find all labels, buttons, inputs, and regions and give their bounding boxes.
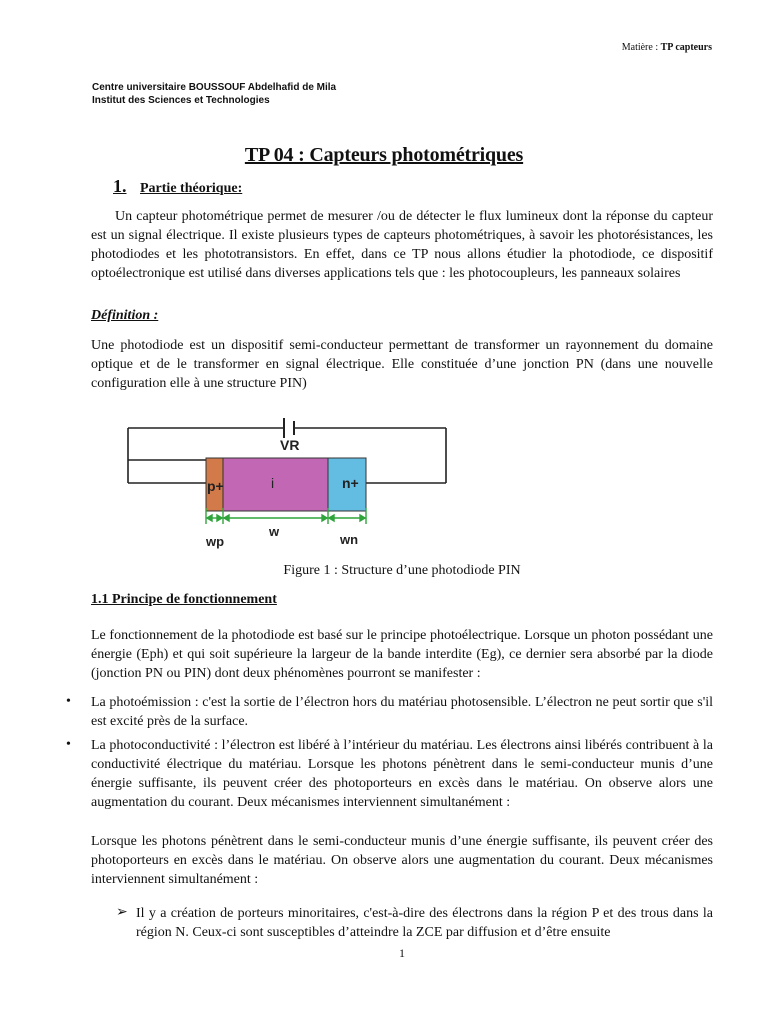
battery-symbol bbox=[284, 418, 294, 438]
institution-line2: Institut des Sciences et Technologies bbox=[92, 95, 270, 106]
section1-label: Partie théorique: bbox=[140, 181, 243, 196]
repeat-paragraph: Lorsque les photons pénètrent dans le semi-conducteur munis d’une énergie suffisante, ils peuvent créer des photoporteurs en excès dans le matériau. On observe alors une augmentation du courant. Deux mécanismes interviennent simultanément : bbox=[91, 834, 713, 887]
bullet-item: La photoconductivité : l’électron est libéré à l’intérieur du matériau. Les électrons ainsi libérés contribuent à la conductivité électrique du matériau. Lorsque les photons pénètrent dans le semi-conducteur munis d’une énergie suffisante, ils peuvent créer des photoporteurs en excès dans le matériau. On observe alors une augmentation du courant. Deux mécanismes interviennent simultanément : bbox=[91, 738, 713, 810]
n-label: n+ bbox=[342, 475, 359, 491]
section1-number: 1. bbox=[113, 176, 127, 196]
p-label: p+ bbox=[207, 478, 224, 494]
i-label: i bbox=[271, 475, 275, 491]
definition-title: Définition : bbox=[91, 308, 159, 323]
section11-paragraph: Le fonctionnement de la photodiode est basé sur le principe photoélectrique. Lorsque un photon possédant une énergie (Eph) et qui soit supérieure la largeur de la bande interdite (Eg), ce dernier sera absorbé par la diode (jonction PN ou PIN) dont deux phénomènes pourront se manifester : bbox=[91, 628, 713, 681]
vr-label: VR bbox=[280, 437, 300, 453]
pin-photodiode-figure bbox=[118, 408, 458, 553]
arrow-bullet-icon: ➢ bbox=[116, 905, 128, 920]
definition-text: Une photodiode est un dispositif semi-conducteur permettant de transformer un rayonnement du domaine optique et de le transformer en signal électrique. Elle constituée d’une jonction PN (dans une nouvelle configuration elle à une structure PIN) bbox=[91, 338, 713, 391]
institution-block bbox=[92, 81, 336, 107]
page-title: TP 04 : Capteurs photométriques bbox=[244, 144, 524, 166]
bullet-item: La photoémission : c'est la sortie de l’électron hors du matériau photosensible. L’électron ne peut sortir que s'il est excité près de la surface. bbox=[91, 695, 713, 729]
page-number: 1 bbox=[399, 946, 405, 960]
figure-caption: Figure 1 : Structure d’une photodiode PIN bbox=[283, 563, 521, 578]
wp-label: wp bbox=[206, 534, 225, 549]
matiere-label: Matière : bbox=[621, 42, 659, 53]
arrow-item: Il y a création de porteurs minoritaires, c'est-à-dire des électrons dans la région P et des trous dans la région N. Ceux-ci sont susceptibles d’atteindre la ZCE par diffusion et d’être ensuite bbox=[136, 906, 713, 940]
institution-line1: Centre universitaire BOUSSOUF Abdelhafid de Mila bbox=[92, 82, 337, 93]
wn-label: wn bbox=[340, 532, 359, 547]
matiere-value: TP capteurs bbox=[660, 42, 712, 53]
bullet-dot: • bbox=[66, 694, 71, 709]
header-matiere bbox=[622, 42, 712, 53]
i-region bbox=[223, 458, 328, 511]
section11-title: 1.1 Principe de fonctionnement bbox=[91, 592, 277, 607]
section1-heading bbox=[113, 176, 242, 197]
w-label: w bbox=[269, 524, 280, 539]
intro-paragraph: Un capteur photométrique permet de mesurer /ou de détecter le flux lumineux dont la réponse du capteur est un signal électrique. Il existe plusieurs types de capteurs photométriques, à savoir les photorésistances, les photodiodes et les phototransistors. En effet, dans ce TP nous allons étudier la photodiode, ce dispositif optoélectronique est utilisé dans diverses applications tels que : les photocoupleurs, les panneaux solaires bbox=[91, 209, 713, 281]
bullet-dot: • bbox=[66, 737, 71, 752]
